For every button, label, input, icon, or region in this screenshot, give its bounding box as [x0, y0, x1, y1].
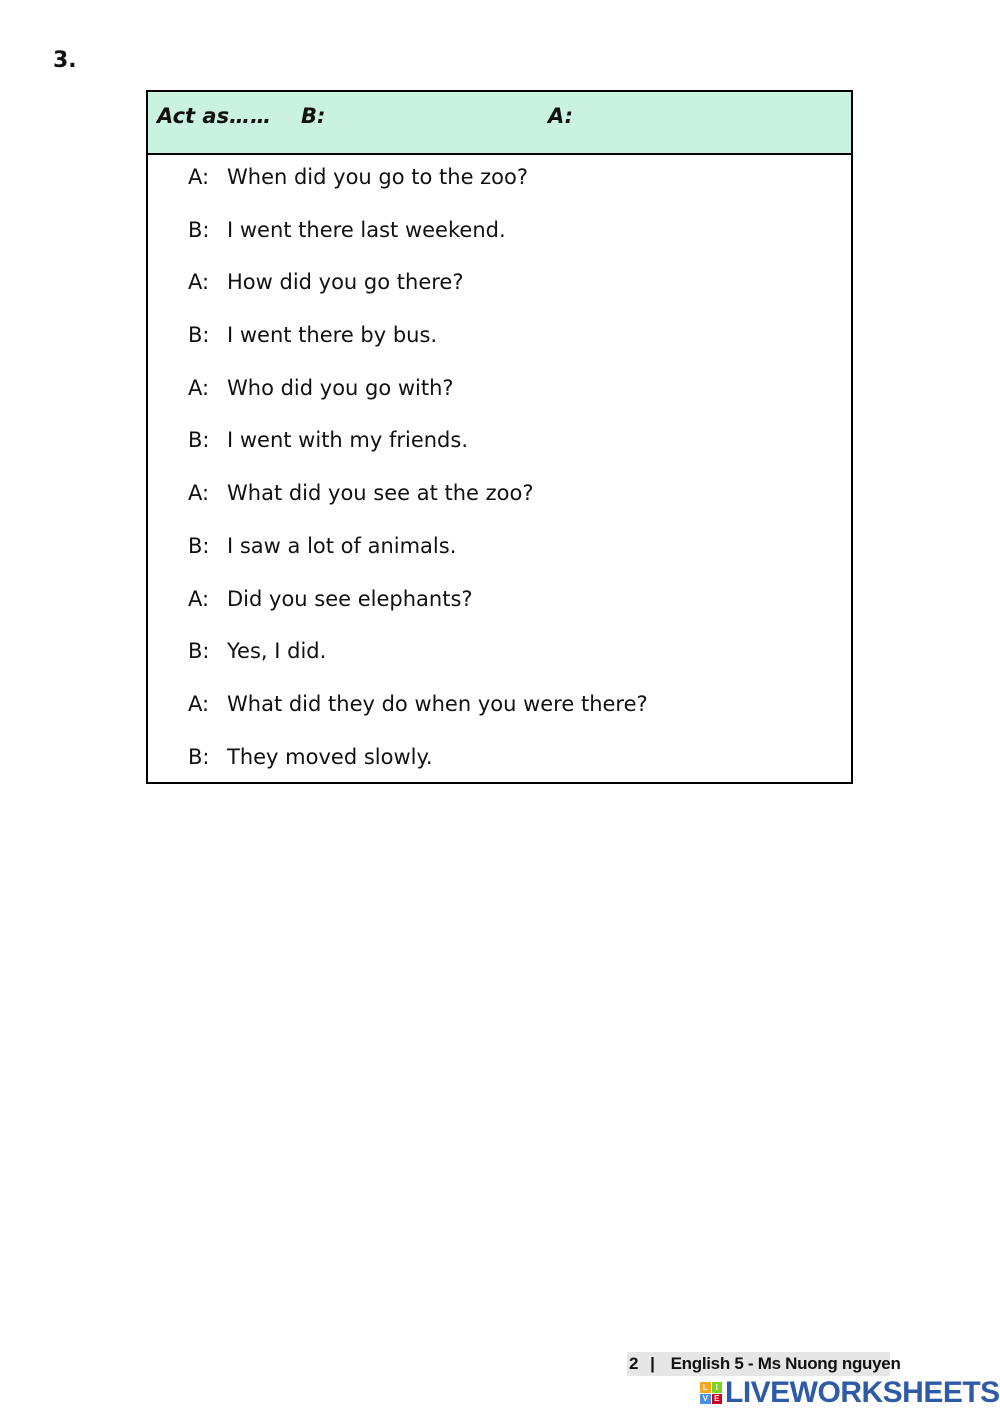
- course-title: English 5 - Ms Nuong nguyen: [670, 1354, 901, 1373]
- speaker-label: A:: [188, 691, 210, 716]
- dialogue-line: [148, 418, 851, 471]
- utterance-text: I went there by bus.: [227, 323, 438, 348]
- dialogue-line: [148, 629, 851, 682]
- utterance-text: What did you see at the zoo?: [227, 481, 534, 506]
- utterance-text: How did you go there?: [227, 270, 464, 295]
- speaker-label: A:: [188, 165, 210, 189]
- dialogue-line: [148, 471, 851, 524]
- table-header: [148, 92, 851, 155]
- speaker-label: A:: [188, 586, 210, 611]
- utterance-text: Yes, I did.: [227, 639, 327, 664]
- brand-wordmark: LIVEWORKSHEETS: [725, 1376, 1000, 1409]
- liveworksheets-logo-icon: [700, 1382, 722, 1404]
- speaker-label: B:: [188, 217, 210, 242]
- liveworksheets-brand[interactable]: [700, 1378, 1000, 1408]
- role-b-label: B:: [301, 104, 326, 128]
- logo-letter-l: L: [700, 1382, 711, 1393]
- dialogue-line: [148, 524, 851, 577]
- utterance-text: I went there last weekend.: [227, 217, 506, 242]
- dialogue-line: [148, 366, 851, 419]
- logo-letter-i: I: [712, 1382, 723, 1393]
- dialogue-line: [148, 313, 851, 366]
- dialogue-line: [148, 735, 851, 788]
- utterance-text: I saw a lot of animals.: [227, 533, 457, 558]
- speaker-label: B:: [188, 744, 210, 769]
- speaker-label: B:: [188, 428, 210, 453]
- logo-letter-v: V: [700, 1394, 711, 1405]
- utterance-text: What did they do when you were there?: [227, 691, 648, 716]
- dialogue-line: [148, 682, 851, 735]
- speaker-label: B:: [188, 639, 210, 664]
- speaker-label: A:: [188, 481, 210, 506]
- act-as-label: Act as……: [157, 104, 272, 128]
- footer-separator: |: [650, 1354, 655, 1373]
- dialogue-line: [148, 260, 851, 313]
- speaker-label: B:: [188, 533, 210, 558]
- utterance-text: Did you see elephants?: [227, 586, 473, 611]
- utterance-text: Who did you go with?: [227, 375, 454, 400]
- role-a-label: A:: [548, 104, 574, 128]
- logo-letter-e: E: [712, 1394, 723, 1405]
- dialogue-line: [148, 208, 851, 261]
- speaker-label: B:: [188, 323, 210, 348]
- utterance-text: I went with my friends.: [227, 428, 469, 453]
- page-number: 2: [629, 1354, 639, 1373]
- utterance-text: They moved slowly.: [227, 744, 433, 769]
- utterance-text: When did you go to the zoo?: [227, 165, 529, 189]
- question-number: 3.: [53, 48, 77, 73]
- dialogue-table: [146, 90, 853, 784]
- dialogue-line: [148, 577, 851, 630]
- page-footer: [627, 1352, 901, 1376]
- speaker-label: A:: [188, 270, 210, 295]
- dialogue-line: [148, 155, 851, 208]
- speaker-label: A:: [188, 375, 210, 400]
